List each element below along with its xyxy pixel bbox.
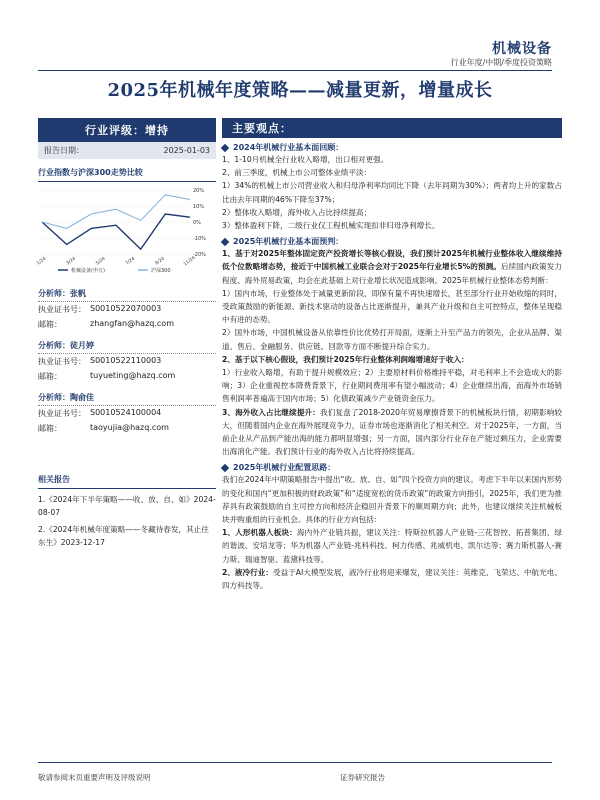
analyst-entry xyxy=(38,286,216,332)
paragraph: 1）行业收入略增，有助于提升规模效应；2）主要原材料价格维持平稳，对毛利率上不会造成大的影响；3）企业重视控本降费背景下，行业期间费用率有望小幅波动；4）企业继续出海，而海外市场销售利润率普遍高于国内市场；5）化债政策减少产业链资金压力。 xyxy=(222,368,562,404)
email-label: 邮箱： xyxy=(38,320,62,329)
x-tick-label: 1/24 xyxy=(36,256,48,267)
analyst-list xyxy=(38,286,216,436)
left-column xyxy=(38,118,216,549)
paragraph: 我们在2024年中期策略报告中提出“收、放、自、如”四个投资方向的建议。考虑下半年以来国内形势的变化和国内“更加积极的财政政策”和“适度宽松的货币政策”的政策方向指引，2025年，我们更为推荐具有政策鼓励的自主可控方向和经济企稳回升背景下的顺周期方向；此外，也建议继续关注机械板块并购重组的行业机会。具体的行业方向包括： xyxy=(222,475,562,525)
paragraph: 1、人形机器人板块：海内外产业链共振，建议关注：特斯拉机器人产业链-三花智控、拓普集团、绿的谐波、安培龙等；华为机器人产业链-兆科科技、柯力传感、兆威机电、凯尔达等；赛力斯机器人-赛力斯、瑞迪智驱、蓝黛科技等。 xyxy=(222,528,562,564)
footer-disclaimer[interactable]: 敬请参阅末页重要声明及评级说明 xyxy=(38,773,151,782)
series-line xyxy=(42,214,190,249)
y-tick-label: 10% xyxy=(193,204,205,210)
related-reports-title: 相关报告 xyxy=(38,474,216,489)
analyst-name: 分析师：徒月婷 xyxy=(38,338,216,354)
cert-label: 执业证书号： xyxy=(38,305,86,314)
header-divider xyxy=(38,70,552,71)
paragraph: 3）整体盈利下降，二级行业仅工程机械实现扣非归母净利增长。 xyxy=(222,221,440,231)
viewpoints-title: 主要观点： xyxy=(222,118,562,138)
paragraph: 1）34%的机械上市公司营业收入和归母净利率均同比下降（去年同期为30%）；两者均上升的家数占比由去年同期的46%下降至37%； xyxy=(222,181,562,204)
diamond-bullet-icon xyxy=(221,237,229,245)
cert-label: 执业证书号： xyxy=(38,409,86,418)
x-tick-label: 3/24 xyxy=(65,256,77,267)
chart-title: 行业指数与沪深300走势比较 xyxy=(38,167,216,182)
main-viewpoints xyxy=(222,118,562,592)
cert-number: S0010522070003 xyxy=(90,304,162,313)
paragraph: 2）国外市场，中国机械设备从依靠性价比优势打开局面，逐渐上升至产品力的领先，企业从品牌、渠道、售后、金融服务、供应链、回款等方面不断提升综合实力。 xyxy=(222,328,562,351)
paragraph: 2、液冷行业：受益于AI大模型发展，液冷行业将迎来爆发，建议关注：英维克、飞荣达、中航光电、四方科技等。 xyxy=(222,567,562,591)
email-link[interactable]: tuyueting@hazq.com xyxy=(90,371,176,380)
y-tick-label: -10% xyxy=(193,236,206,242)
diamond-bullet-icon xyxy=(221,143,229,151)
rating-badge: 行业评级：增持 xyxy=(38,118,216,142)
paragraph: 2）整体收入略增，海外收入占比持续提高； xyxy=(222,207,372,217)
email-label: 邮箱： xyxy=(38,372,62,381)
analyst-entry xyxy=(38,390,216,436)
cert-number: S0010524100004 xyxy=(90,408,162,417)
header-subtitle: 行业年度/中期/季度投资策略 xyxy=(450,58,552,67)
analyst-name: 分析师：陶俞佳 xyxy=(38,390,216,406)
paragraph: 3、海外收入占比继续提升：我们复盘了2018-2020年贸易摩擦背景下的机械板块行情，初期影响较大，但随着国内企业在海外展现竞争力，证券市场也逐渐消化了相关利空。对于2025年，一方面，当前企业从产品到产能出海的能力都明显增强；另一方面，国内部分行业存在产能过剩压力，企业需要出海消化产能。我们预计行业的海外收入占比将持续提高。 xyxy=(222,407,562,457)
brand-title: 机械设备 xyxy=(492,41,552,57)
report-title: 2025年机械年度策略——减量更新，增量成长 xyxy=(107,80,493,101)
email-link[interactable]: taoyujia@hazq.com xyxy=(90,423,169,432)
y-tick-label: 20% xyxy=(193,188,205,194)
x-tick-label: 5/24 xyxy=(95,256,107,267)
index-comparison-chart xyxy=(38,184,216,276)
y-tick-label: 0% xyxy=(193,220,201,226)
email-link[interactable]: zhangfan@hazq.com xyxy=(90,319,174,328)
footer-divider xyxy=(38,762,552,763)
series-line xyxy=(42,195,190,229)
report-date-value: 2025-01-03 xyxy=(163,146,210,155)
cert-label: 执业证书号： xyxy=(38,357,86,366)
analyst-name: 分析师：张帆 xyxy=(38,286,216,302)
paragraph: 2、前三季度，机械上市公司整体业绩平淡： xyxy=(222,168,372,178)
section-heading: 2025年机械行业配置思路： xyxy=(222,462,562,473)
section-heading: 2024年机械行业基本面回顾： xyxy=(222,142,562,153)
report-date-label: 报告日期： xyxy=(44,146,84,155)
related-report-link[interactable]: 1.《2024年下半年策略——收、放、自、如》2024-08-07 xyxy=(38,495,216,517)
email-label: 邮箱： xyxy=(38,424,62,433)
footer-label: 证券研究报告 xyxy=(340,773,385,782)
diamond-bullet-icon xyxy=(221,464,229,472)
paragraph: 2、基于以下核心假设，我们预计2025年行业整体利润端增速好于收入： xyxy=(222,354,469,364)
legend-label: 沪深300 xyxy=(151,268,171,274)
analyst-entry xyxy=(38,338,216,384)
section-heading: 2025年机械行业基本面预判： xyxy=(222,236,562,247)
x-tick-label: 11/24 xyxy=(182,255,197,268)
legend-label: 机械设备(申万) xyxy=(71,268,105,274)
paragraph: 1）国内市场，行业整体处于减量更新阶段，即保有量不再快速增长，甚至部分行业开始收缩的同时，受政策鼓励的新能源、新技术驱动的设备占比逐渐提升，兼具产业升级和自主可控特点，整体呈现稳中有进的态势。 xyxy=(222,288,562,325)
report-date-row xyxy=(38,142,216,159)
y-tick-label: -20% xyxy=(193,252,206,258)
x-tick-label: 9/24 xyxy=(154,256,166,267)
related-report-link[interactable]: 2.《2024年机械年度策略——冬藏待春发，其止往东生》2023-12-17 xyxy=(38,525,209,547)
cert-number: S0010522110003 xyxy=(90,356,162,365)
paragraph: 1、1-10月机械全行业收入略增，出口相对更强。 xyxy=(222,155,389,164)
paragraph: 1、基于对2025年整体固定资产投资增长等核心假设，我们预计2025年机械行业整体收入继续维持低个位数略增态势，接近于中国机械工业联合会对于2025年行业增长5%的预测。后续国内政策发力程度、海外贸易政策，均会在此基础上对行业增长状况造成影响。2025年机械行业整体态势判断： xyxy=(222,249,563,285)
x-tick-label: 7/24 xyxy=(124,256,137,267)
